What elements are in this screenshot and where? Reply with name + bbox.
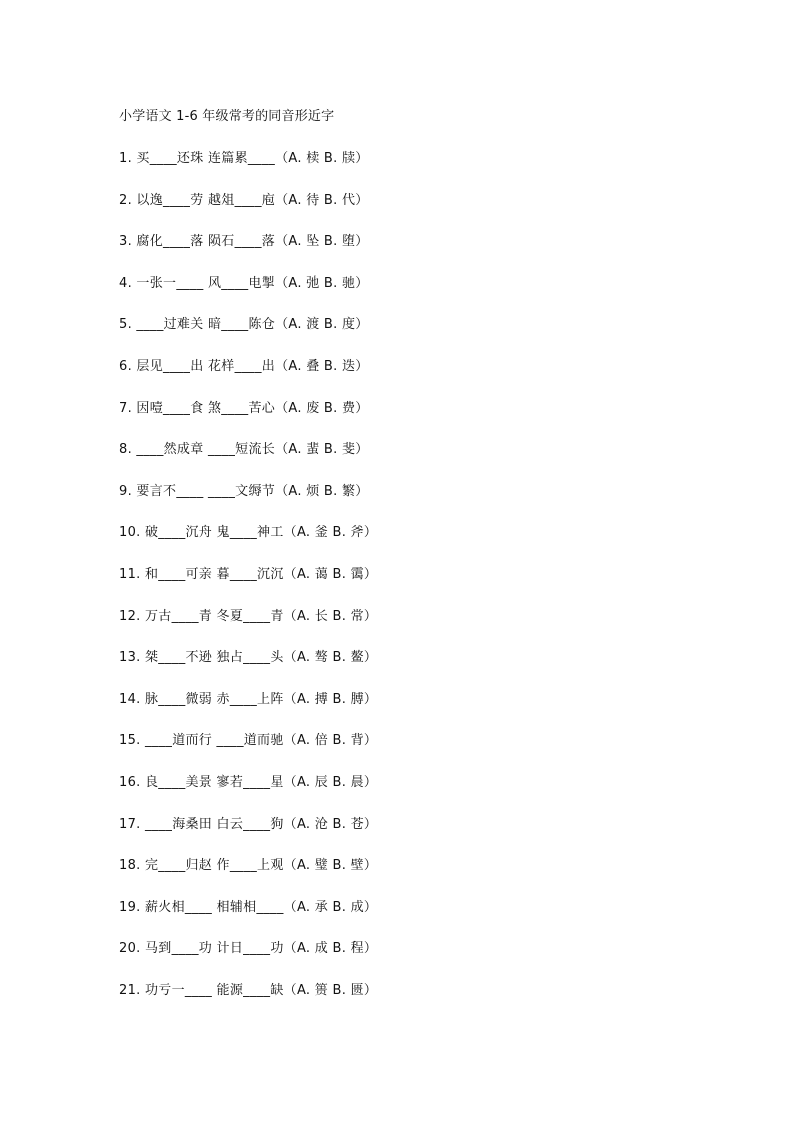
question-item: 20. 马到____功 计日____功（A. 成 B. 程） bbox=[119, 941, 378, 957]
question-item: 4. 一张一____ 风____电掣（A. 弛 B. 驰） bbox=[119, 275, 369, 291]
question-item: 16. 良____美景 寥若____星（A. 辰 B. 晨） bbox=[119, 774, 378, 790]
question-item: 9. 要言不____ ____文缛节（A. 烦 B. 繁） bbox=[119, 483, 369, 499]
question-item: 5. ____过难关 暗____陈仓（A. 渡 B. 度） bbox=[119, 317, 369, 333]
question-item: 15. ____道而行 ____道而驰（A. 倍 B. 背） bbox=[119, 733, 378, 749]
question-item: 2. 以逸____劳 越俎____庖（A. 待 B. 代） bbox=[119, 192, 369, 208]
question-item: 13. 桀____不逊 独占____头（A. 骜 B. 鳌） bbox=[119, 650, 378, 666]
question-list bbox=[119, 150, 377, 1023]
document-title: 小学语文 1-6 年级常考的同音形近字 bbox=[119, 109, 335, 124]
question-item: 10. 破____沉舟 鬼____神工（A. 釜 B. 斧） bbox=[119, 525, 378, 541]
question-item: 6. 层见____出 花样____出（A. 叠 B. 迭） bbox=[119, 358, 369, 374]
question-item: 12. 万古____青 冬夏____青（A. 长 B. 常） bbox=[119, 608, 378, 624]
question-item: 19. 薪火相____ 相辅相____（A. 承 B. 成） bbox=[119, 899, 378, 915]
question-item: 3. 腐化____落 陨石____落（A. 坠 B. 堕） bbox=[119, 234, 369, 250]
question-item: 14. 脉____微弱 赤____上阵（A. 搏 B. 膊） bbox=[119, 691, 378, 707]
question-item: 21. 功亏一____ 能源____缺（A. 篑 B. 匮） bbox=[119, 982, 378, 998]
question-item: 8. ____然成章 ____短流长（A. 蜚 B. 斐） bbox=[119, 442, 369, 458]
question-item: 18. 完____归赵 作____上观（A. 璧 B. 壁） bbox=[119, 858, 378, 874]
question-item: 1. 买____还珠 连篇累____（A. 椟 B. 牍） bbox=[119, 151, 369, 166]
question-item: 11. 和____可亲 暮____沉沉（A. 蔼 B. 霭） bbox=[119, 566, 378, 582]
question-item: 7. 因噎____食 煞____苦心（A. 废 B. 费） bbox=[119, 400, 369, 416]
question-item: 17. ____海桑田 白云____狗（A. 沧 B. 苍） bbox=[119, 816, 378, 832]
